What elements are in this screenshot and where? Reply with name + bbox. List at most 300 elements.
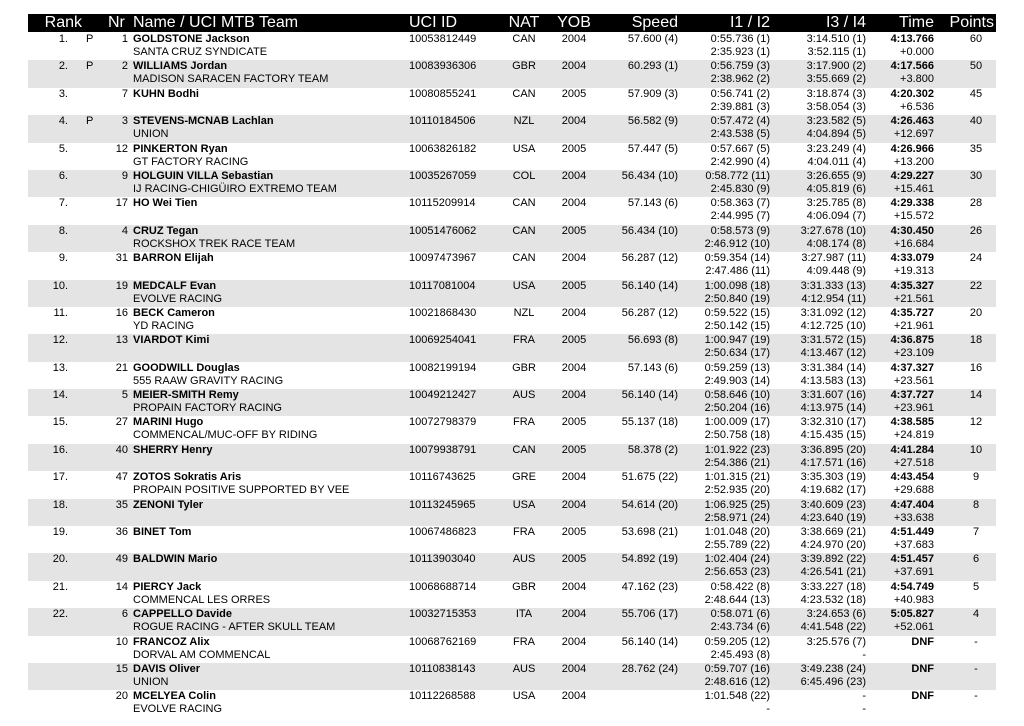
table-row <box>28 60 996 87</box>
finish-time-cell: 4:29.338 <box>890 197 934 210</box>
rider-name-cell: VIARDOT Kimi <box>133 334 210 347</box>
table-row <box>28 663 996 690</box>
split-i3-cell: 3:35.303 (19) <box>800 471 866 484</box>
time-gap-cell: +37.683 <box>893 539 934 552</box>
speed-cell: 58.378 (2) <box>627 443 678 456</box>
speed-cell: 56.287 (12) <box>621 306 678 319</box>
bib-number-cell: 19 <box>115 279 128 292</box>
rider-name-cell: ZENONI Tyler <box>133 498 204 511</box>
bib-number-cell: 27 <box>115 416 128 429</box>
team-name-cell: UNION <box>133 675 169 688</box>
split-i2-cell: 2:50.204 (16) <box>704 402 770 415</box>
flag-cell: P <box>86 60 94 73</box>
table-row <box>28 170 996 197</box>
yob-cell: 2004 <box>561 306 587 319</box>
nation-cell: NZL <box>513 306 535 319</box>
yob-cell: 2005 <box>561 224 587 237</box>
team-name-cell: PROPAIN POSITIVE SUPPORTED BY VEE <box>133 484 350 497</box>
finish-time-cell: 4:36.875 <box>890 334 934 347</box>
split-i2-cell: 2:50.840 (19) <box>704 292 770 305</box>
bib-number-cell: 16 <box>115 306 128 319</box>
nation-cell: GRE <box>512 471 536 484</box>
speed-cell: 56.140 (14) <box>621 389 678 402</box>
finish-time-cell: 4:51.457 <box>890 553 934 566</box>
bib-number-cell: 17 <box>115 197 128 210</box>
split-i3-cell: 3:31.333 (13) <box>800 279 866 292</box>
rider-name-cell: GOODWILL Douglas <box>133 361 240 374</box>
split-i2-cell: 2:49.903 (14) <box>704 374 770 387</box>
split-i4-cell: 4:26.541 (21) <box>800 566 866 579</box>
rider-name-cell: PINKERTON Ryan <box>133 142 228 155</box>
split-i1-cell: 0:59.522 (15) <box>704 306 770 319</box>
speed-cell: 51.675 (22) <box>621 471 678 484</box>
finish-time-cell: 4:38.585 <box>890 416 934 429</box>
nation-cell: CAN <box>512 33 536 45</box>
team-name-cell: PROPAIN FACTORY RACING <box>133 402 282 415</box>
yob-cell: 2004 <box>561 197 587 210</box>
time-gap-cell: +3.800 <box>900 73 934 86</box>
points-cell: - <box>974 662 978 675</box>
finish-time-cell: 4:29.227 <box>890 169 934 182</box>
header-i1-i2: I1 / I2 <box>729 14 770 31</box>
finish-time-cell: 4:51.449 <box>890 526 934 539</box>
bib-number-cell: 12 <box>115 142 128 155</box>
split-i4-cell: 4:12.725 (10) <box>800 319 866 332</box>
yob-cell: 2004 <box>561 389 587 402</box>
yob-cell: 2005 <box>561 142 587 155</box>
split-i2-cell: 2:39.881 (3) <box>710 100 770 113</box>
yob-cell: 2004 <box>561 635 587 648</box>
split-i1-cell: 0:58.071 (6) <box>710 608 770 621</box>
uci-id-cell: 10069254041 <box>409 334 477 347</box>
points-cell: 20 <box>969 306 983 319</box>
bib-number-cell: 7 <box>121 87 128 100</box>
split-i1-cell: 1:01.315 (21) <box>704 471 770 484</box>
nation-cell: USA <box>512 142 536 155</box>
time-gap-cell: +33.638 <box>893 511 934 524</box>
speed-cell: 56.434 (10) <box>621 224 678 237</box>
time-gap-cell: +13.200 <box>893 155 934 168</box>
bib-number-cell: 21 <box>115 361 128 374</box>
split-i2-cell: 2:50.142 (15) <box>704 319 770 332</box>
uci-id-cell: 10113245965 <box>409 498 476 511</box>
split-i2-cell: 2:55.789 (22) <box>704 539 770 552</box>
split-i3-cell: 3:31.607 (16) <box>800 389 866 402</box>
bib-number-cell: 9 <box>121 169 128 182</box>
speed-cell: 57.447 (5) <box>627 142 678 155</box>
finish-time-cell: 4:54.749 <box>890 580 934 593</box>
split-i3-cell: 3:25.785 (8) <box>806 197 866 210</box>
rank-cell: 3. <box>58 87 68 100</box>
table-row <box>28 471 996 498</box>
points-cell: 24 <box>969 252 983 265</box>
yob-cell: 2004 <box>561 471 587 484</box>
speed-cell: 55.137 (18) <box>621 416 678 429</box>
nation-cell: GBR <box>512 580 536 593</box>
rider-name-cell: BECK Cameron <box>133 306 215 319</box>
nation-cell: FRA <box>513 526 535 539</box>
time-gap-cell: +37.691 <box>893 566 934 579</box>
split-i2-cell: 2:47.486 (11) <box>705 265 770 278</box>
speed-cell: 56.140 (14) <box>621 279 678 292</box>
yob-cell: 2005 <box>561 279 587 292</box>
split-i4-cell: 4:08.174 (8) <box>806 237 866 250</box>
table-row <box>28 499 996 526</box>
split-i1-cell: 1:00.098 (18) <box>704 279 770 292</box>
split-i4-cell: 4:23.532 (18) <box>800 593 866 606</box>
split-i1-cell: 0:55.736 (1) <box>710 33 770 45</box>
team-name-cell: MADISON SARACEN FACTORY TEAM <box>133 73 329 86</box>
split-i1-cell: 1:01.548 (22) <box>704 690 770 703</box>
rider-name-cell: GOLDSTONE Jackson <box>133 33 250 45</box>
split-i1-cell: 0:58.646 (10) <box>704 389 770 402</box>
split-i3-cell: 3:24.653 (6) <box>806 608 866 621</box>
time-gap-cell: +0.000 <box>900 46 934 58</box>
uci-id-cell: 10072798379 <box>409 416 477 429</box>
uci-id-cell: 10051476062 <box>409 224 477 237</box>
table-row <box>28 33 996 60</box>
split-i2-cell: 2:58.971 (24) <box>704 511 770 524</box>
split-i4-cell: - <box>862 648 866 661</box>
split-i2-cell: - <box>766 703 770 716</box>
split-i3-cell: 3:39.892 (22) <box>800 553 866 566</box>
points-cell: 28 <box>969 197 983 210</box>
split-i2-cell: 2:42.990 (4) <box>710 155 770 168</box>
split-i2-cell: 2:54.386 (21) <box>704 456 770 469</box>
nation-cell: FRA <box>513 334 535 347</box>
yob-cell: 2004 <box>561 498 587 511</box>
time-gap-cell: +27.518 <box>893 456 934 469</box>
nation-cell: FRA <box>513 635 535 648</box>
nation-cell: COL <box>512 169 536 182</box>
bib-number-cell: 13 <box>115 334 128 347</box>
header-uci-id: UCI ID <box>409 14 457 31</box>
nation-cell: CAN <box>512 87 536 100</box>
time-gap-cell: +52.061 <box>893 621 934 634</box>
finish-time-cell: 4:47.404 <box>890 498 934 511</box>
time-gap-cell: +23.109 <box>893 347 934 360</box>
yob-cell: 2004 <box>561 361 587 374</box>
yob-cell: 2004 <box>561 252 587 265</box>
nation-cell: USA <box>512 279 536 292</box>
nation-cell: CAN <box>512 224 536 237</box>
rider-name-cell: MEDCALF Evan <box>133 279 217 292</box>
team-name-cell: COMMENCAL/MUC-OFF BY RIDING <box>133 429 318 442</box>
uci-id-cell: 10112268588 <box>409 690 476 703</box>
split-i2-cell: 2:48.644 (13) <box>704 593 770 606</box>
points-cell: 9 <box>972 471 980 484</box>
time-gap-cell: +6.536 <box>900 100 934 113</box>
split-i3-cell: 3:33.227 (18) <box>800 580 866 593</box>
split-i1-cell: 0:56.759 (3) <box>710 60 770 73</box>
split-i4-cell: 4:24.970 (20) <box>800 539 866 552</box>
finish-time-cell: 4:20.302 <box>890 87 934 100</box>
nation-cell: AUS <box>512 389 536 402</box>
points-cell: 22 <box>969 279 983 292</box>
time-gap-cell: +23.961 <box>893 402 934 415</box>
rider-name-cell: MARINI Hugo <box>133 416 204 429</box>
rider-name-cell: SHERRY Henry <box>133 443 213 456</box>
table-row <box>28 143 996 170</box>
uci-id-cell: 10067486823 <box>409 526 477 539</box>
speed-cell: 54.614 (20) <box>621 498 678 511</box>
finish-time-cell: 4:41.284 <box>890 443 934 456</box>
rank-cell: 12. <box>52 334 68 347</box>
split-i4-cell: 4:09.448 (9) <box>806 265 866 278</box>
yob-cell: 2005 <box>561 526 587 539</box>
time-gap-cell: +40.983 <box>893 593 934 606</box>
split-i1-cell: 1:00.947 (19) <box>704 334 770 347</box>
yob-cell: 2004 <box>561 662 587 675</box>
header-yob: YOB <box>557 14 591 31</box>
table-row <box>28 389 996 416</box>
yob-cell: 2004 <box>561 60 587 73</box>
split-i3-cell: - <box>862 690 866 703</box>
split-i4-cell: 4:23.640 (19) <box>800 511 866 524</box>
rank-cell: 13. <box>52 361 68 374</box>
rider-name-cell: KUHN Bodhi <box>133 87 199 100</box>
rank-cell: 18. <box>52 498 68 511</box>
nation-cell: GBR <box>512 60 536 73</box>
speed-cell: 28.762 (24) <box>621 662 678 675</box>
team-name-cell: IJ RACING-CHIGÜIRO EXTREMO TEAM <box>133 182 337 195</box>
speed-cell: 56.693 (8) <box>627 334 678 347</box>
time-gap-cell: +29.688 <box>893 484 934 497</box>
speed-cell: 47.162 (23) <box>621 580 678 593</box>
time-gap-cell: +15.572 <box>893 210 934 223</box>
table-row <box>28 608 996 635</box>
bib-number-cell: 1 <box>121 33 128 45</box>
uci-id-cell: 10079938791 <box>409 443 477 456</box>
uci-id-cell: 10115209914 <box>409 197 476 210</box>
nation-cell: CAN <box>512 252 536 265</box>
time-gap-cell: +19.313 <box>893 265 934 278</box>
split-i1-cell: 0:58.573 (9) <box>710 224 770 237</box>
split-i1-cell: 1:00.009 (17) <box>704 416 770 429</box>
uci-id-cell: 10082199194 <box>409 361 477 374</box>
split-i4-cell: 3:58.054 (3) <box>806 100 866 113</box>
speed-cell: 57.143 (6) <box>627 361 678 374</box>
uci-id-cell: 10021868430 <box>409 306 477 319</box>
uci-id-cell: 10068688714 <box>409 580 477 593</box>
points-cell: 40 <box>969 115 983 128</box>
nation-cell: USA <box>512 498 536 511</box>
finish-time-cell: 4:33.079 <box>890 252 934 265</box>
finish-time-cell: 4:17.566 <box>890 60 934 73</box>
bib-number-cell: 40 <box>115 443 128 456</box>
team-name-cell: SANTA CRUZ SYNDICATE <box>133 46 268 58</box>
points-cell: 10 <box>969 443 983 456</box>
table-row <box>28 526 996 553</box>
points-cell: 4 <box>972 608 980 621</box>
bib-number-cell: 2 <box>121 60 128 73</box>
finish-time-cell: DNF <box>911 662 934 675</box>
table-row <box>28 636 996 663</box>
split-i4-cell: 6:45.496 (23) <box>800 675 866 688</box>
speed-cell: 56.434 (10) <box>621 169 678 182</box>
nation-cell: AUS <box>512 553 536 566</box>
header-points: Points <box>949 14 994 31</box>
speed-cell: 57.909 (3) <box>627 87 678 100</box>
flag-cell: P <box>86 115 94 128</box>
finish-time-cell: 4:26.966 <box>890 142 934 155</box>
points-cell: 6 <box>972 553 980 566</box>
points-cell: 60 <box>969 33 983 45</box>
rank-cell: 7. <box>58 197 68 210</box>
uci-id-cell: 10063826182 <box>409 142 477 155</box>
split-i1-cell: 0:58.363 (7) <box>710 197 770 210</box>
nation-cell: USA <box>512 690 536 703</box>
split-i1-cell: 0:58.772 (11) <box>705 169 770 182</box>
team-name-cell: ROGUE RACING - AFTER SKULL TEAM <box>133 621 336 634</box>
points-cell: 7 <box>972 526 980 539</box>
time-gap-cell: +24.819 <box>893 429 934 442</box>
speed-cell: 56.287 (12) <box>621 252 678 265</box>
points-cell: 16 <box>969 361 983 374</box>
split-i2-cell: 2:43.538 (5) <box>710 128 770 141</box>
rider-name-cell: CAPPELLO Davide <box>133 608 233 621</box>
nation-cell: GBR <box>512 361 536 374</box>
flag-cell: P <box>86 33 94 45</box>
split-i3-cell: 3:14.510 (1) <box>806 33 866 45</box>
yob-cell: 2004 <box>561 33 587 45</box>
speed-cell: 53.698 (21) <box>621 526 678 539</box>
split-i4-cell: 4:13.467 (12) <box>800 347 866 360</box>
header-nat: NAT <box>508 14 540 31</box>
speed-cell: 57.600 (4) <box>627 33 678 45</box>
header-rank: Rank <box>44 14 82 31</box>
uci-id-cell: 10053812449 <box>409 33 477 45</box>
table-row <box>28 307 996 334</box>
rank-cell: 16. <box>52 443 68 456</box>
split-i3-cell: 3:17.900 (2) <box>806 60 866 73</box>
table-row <box>28 225 996 252</box>
points-cell: - <box>974 690 978 703</box>
points-cell: 14 <box>969 389 983 402</box>
uci-id-cell: 10049212427 <box>409 389 477 402</box>
finish-time-cell: 4:13.766 <box>890 33 934 45</box>
speed-cell: 60.293 (1) <box>627 60 678 73</box>
finish-time-cell: 4:37.327 <box>890 361 934 374</box>
finish-time-cell: 4:35.327 <box>890 279 934 292</box>
time-gap-cell: +12.697 <box>893 128 934 141</box>
split-i3-cell: 3:25.576 (7) <box>806 635 866 648</box>
uci-id-cell: 10032715353 <box>409 608 477 621</box>
team-name-cell: ROCKSHOX TREK RACE TEAM <box>133 237 296 250</box>
nation-cell: NZL <box>513 115 535 128</box>
split-i3-cell: 3:27.678 (10) <box>800 224 866 237</box>
points-cell: 45 <box>969 87 983 100</box>
team-name-cell: COMMENCAL LES ORRES <box>133 593 271 606</box>
finish-time-cell: 4:43.454 <box>890 471 934 484</box>
rank-cell: 10. <box>52 279 68 292</box>
split-i2-cell: 2:38.962 (2) <box>710 73 770 86</box>
split-i1-cell: 1:01.048 (20) <box>704 526 770 539</box>
nation-cell: CAN <box>512 443 536 456</box>
split-i2-cell: 2:44.995 (7) <box>710 210 770 223</box>
yob-cell: 2005 <box>561 416 587 429</box>
bib-number-cell: 15 <box>115 662 128 675</box>
yob-cell: 2005 <box>561 334 587 347</box>
table-row <box>28 690 996 717</box>
bib-number-cell: 5 <box>121 389 128 402</box>
time-gap-cell: +21.561 <box>893 292 934 305</box>
table-row <box>28 88 996 115</box>
rider-name-cell: HOLGUIN VILLA Sebastian <box>133 169 274 182</box>
split-i2-cell: 2:46.912 (10) <box>704 237 770 250</box>
points-cell: 35 <box>969 142 983 155</box>
split-i1-cell: 0:59.259 (13) <box>704 361 770 374</box>
split-i3-cell: 3:23.249 (4) <box>806 142 866 155</box>
split-i4-cell: 4:06.094 (7) <box>806 210 866 223</box>
finish-time-cell: 4:37.727 <box>890 389 934 402</box>
header-speed: Speed <box>631 14 678 31</box>
split-i4-cell: - <box>862 703 866 716</box>
split-i3-cell: 3:32.310 (17) <box>800 416 866 429</box>
split-i2-cell: 2:50.758 (18) <box>704 429 770 442</box>
team-name-cell: EVOLVE RACING <box>133 703 223 716</box>
split-i1-cell: 1:02.404 (24) <box>704 553 770 566</box>
yob-cell: 2004 <box>561 115 587 128</box>
split-i2-cell: 2:45.493 (8) <box>710 648 770 661</box>
rank-cell: 9. <box>58 252 68 265</box>
split-i4-cell: 4:17.571 (16) <box>800 456 866 469</box>
rank-cell: 21. <box>52 580 68 593</box>
table-row <box>28 334 996 361</box>
yob-cell: 2004 <box>561 580 587 593</box>
team-name-cell: UNION <box>133 128 169 141</box>
rank-cell: 4. <box>58 115 68 128</box>
rank-cell: 22. <box>52 608 68 621</box>
rank-cell: 15. <box>52 416 68 429</box>
points-cell: 26 <box>969 224 983 237</box>
table-row <box>28 280 996 307</box>
split-i4-cell: 3:55.669 (2) <box>806 73 866 86</box>
nation-cell: AUS <box>512 662 536 675</box>
split-i4-cell: 4:04.894 (5) <box>806 128 866 141</box>
table-row <box>28 115 996 142</box>
rider-name-cell: MCELYEA Colin <box>133 690 216 703</box>
table-header <box>28 14 996 32</box>
split-i1-cell: 0:57.472 (4) <box>710 115 770 128</box>
split-i2-cell: 2:45.830 (9) <box>710 182 770 195</box>
split-i1-cell: 0:59.205 (12) <box>704 635 770 648</box>
bib-number-cell: 6 <box>121 608 128 621</box>
split-i3-cell: 3:40.609 (23) <box>800 498 866 511</box>
table-row <box>28 252 996 279</box>
yob-cell: 2004 <box>561 690 587 703</box>
speed-cell: 57.143 (6) <box>627 197 678 210</box>
split-i1-cell: 0:59.707 (16) <box>704 662 770 675</box>
yob-cell: 2004 <box>561 608 587 621</box>
table-row <box>28 553 996 580</box>
split-i2-cell: 2:35.923 (1) <box>710 46 770 58</box>
split-i3-cell: 3:18.874 (3) <box>806 87 866 100</box>
uci-id-cell: 10035267059 <box>409 169 477 182</box>
split-i3-cell: 3:38.669 (21) <box>800 526 866 539</box>
rider-name-cell: FRANCOZ Alix <box>133 635 210 648</box>
bib-number-cell: 47 <box>115 471 128 484</box>
split-i2-cell: 2:52.935 (20) <box>704 484 770 497</box>
rider-name-cell: BALDWIN Mario <box>133 553 218 566</box>
team-name-cell: YD RACING <box>133 319 195 332</box>
points-cell: 12 <box>969 416 983 429</box>
uci-id-cell: 10116743625 <box>409 471 476 484</box>
rider-name-cell: HO Wei Tien <box>133 197 198 210</box>
rider-name-cell: STEVENS-MCNAB Lachlan <box>133 115 274 128</box>
uci-id-cell: 10097473967 <box>409 252 477 265</box>
uci-id-cell: 10083936306 <box>409 60 477 73</box>
